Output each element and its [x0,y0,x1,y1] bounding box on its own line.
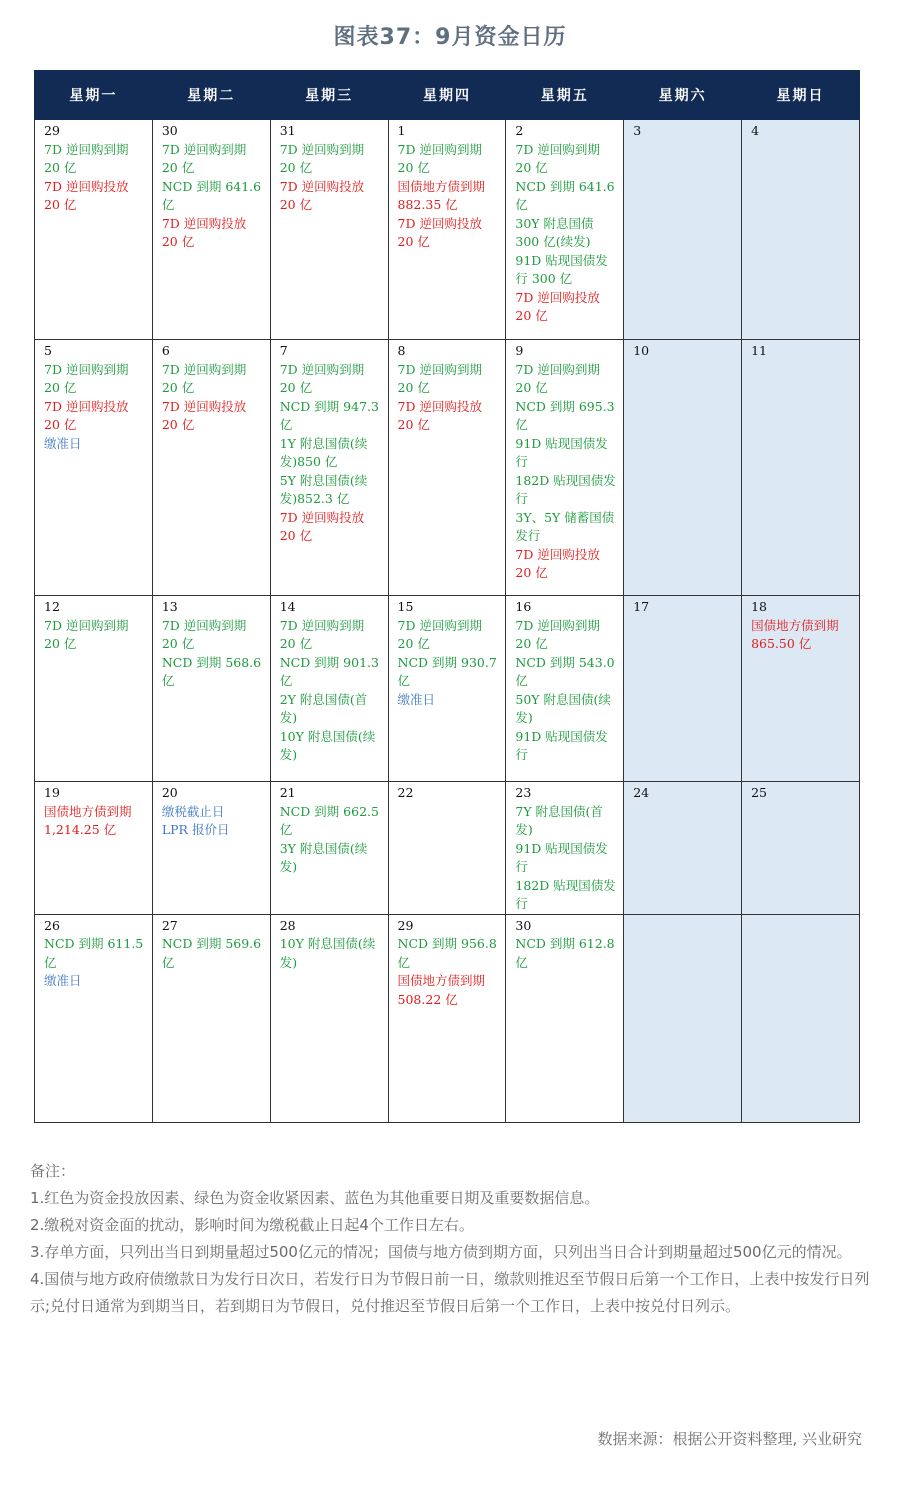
calendar-event: NCD 到期 695.3 亿 [515,398,615,432]
day-number: 25 [751,785,767,800]
calendar-event: 7D 逆回购投放 20 亿 [161,398,247,432]
calendar-week-row [35,120,860,340]
notes-section [30,1158,880,1320]
calendar-day-cell [270,782,388,915]
calendar-event: 国债地方债到期 1,214.25 亿 [44,803,132,837]
calendar-event: 7D 逆回购投放 20 亿 [44,178,129,212]
calendar-day-cell [624,914,742,1122]
calendar-event: NCD 到期 568.6 亿 [161,654,262,688]
calendar-week-row [35,914,860,1122]
day-number: 16 [515,599,532,614]
day-number: 1 [397,123,406,138]
calendar-event: 91D 贴现国债发行 [515,435,608,469]
calendar-event: 10Y 附息国债(续发) [279,728,376,762]
calendar-event: 缴准日 [44,435,82,451]
calendar-day-cell [270,914,388,1122]
calendar-event: LPR 报价日 [161,822,230,837]
calendar-event: 182D 贴现国债发行 [515,877,616,911]
day-number: 21 [279,785,296,800]
calendar-event: NCD 到期 641.6 亿 [515,178,615,212]
day-number: 3 [633,123,642,138]
day-number: 9 [515,343,524,358]
weekday-header: 星期五 [506,71,624,120]
calendar-day-cell [152,120,270,340]
calendar-event: 91D 贴现国债发行 [515,728,608,762]
calendar-event: 7D 逆回购投放 20 亿 [279,509,365,543]
calendar-event: 30Y 附息国债 300 亿(续发) [515,215,594,249]
calendar-event: NCD 到期 956.8 亿 [397,936,497,970]
calendar-day-cell [624,120,742,340]
day-number: 30 [515,917,532,933]
calendar-day-cell [270,340,388,596]
calendar-event: 7D 逆回购投放 20 亿 [161,215,247,249]
day-number: 22 [397,785,414,800]
calendar-day-cell [624,782,742,915]
calendar-day-cell [506,120,624,340]
calendar-event: 7D 逆回购到期 20 亿 [161,617,247,651]
calendar-event: 3Y、5Y 储蓄国债发行 [515,509,615,543]
day-number: 29 [397,917,414,933]
weekday-header-row [35,71,860,120]
calendar-week-row [35,596,860,782]
day-number: 31 [279,123,296,138]
calendar-day-cell [270,120,388,340]
day-number: 10 [633,343,650,358]
calendar-event: 7D 逆回购投放 20 亿 [44,398,129,432]
calendar-event: 缴准日 [44,973,82,988]
weekday-header: 星期三 [270,71,388,120]
data-source: 数据来源：根据公开资料整理, 兴业研究 [597,1430,862,1448]
day-number: 7 [279,343,288,358]
calendar-week-row [35,340,860,596]
calendar-event: 国债地方债到期 865.50 亿 [751,617,839,651]
day-number: 4 [751,123,760,138]
day-number: 28 [279,917,296,933]
weekday-header: 星期六 [624,71,742,120]
calendar-day-cell [388,914,506,1122]
calendar-event: 缴准日 [397,691,436,707]
calendar-event: 7D 逆回购到期 20 亿 [397,141,482,175]
calendar-event: 1Y 附息国债(续发)850 亿 [279,435,368,469]
calendar-day-cell [624,340,742,596]
calendar-event: 7D 逆回购投放 20 亿 [515,546,600,580]
day-number: 23 [515,785,532,800]
calendar-event: 91D 贴现国债发行 [515,840,608,874]
day-number: 12 [44,599,60,614]
calendar-event: 国债地方债到期 882.35 亿 [397,178,486,212]
day-number: 13 [161,599,178,614]
calendar-event: NCD 到期 641.6 亿 [161,178,262,212]
day-number: 24 [633,785,650,800]
calendar-day-cell [35,596,153,782]
calendar-day-cell [388,120,506,340]
calendar-day-cell [742,596,860,782]
calendar-day-cell [270,596,388,782]
calendar-event: 3Y 附息国债(续发) [279,840,368,874]
calendar-event: 7D 逆回购到期 20 亿 [397,361,482,395]
note-item-1: 1.红色为资金投放因素、绿色为资金收紧因素、蓝色为其他重要日期及重要数据信息。 [30,1189,600,1207]
calendar-day-cell [388,596,506,782]
calendar-week-row [35,782,860,915]
calendar-event: 7D 逆回购到期 20 亿 [44,361,129,395]
calendar-event: 7D 逆回购到期 20 亿 [279,141,365,175]
calendar-event: NCD 到期 569.6 亿 [161,936,262,970]
calendar-day-cell [742,120,860,340]
calendar-event: 国债地方债到期 508.22 亿 [397,973,486,1007]
calendar-day-cell [35,782,153,915]
day-number: 6 [161,343,170,358]
weekday-header: 星期日 [742,71,860,120]
calendar-event: 7D 逆回购到期 20 亿 [397,617,482,651]
calendar-day-cell [506,914,624,1122]
calendar-event: NCD 到期 543.0 亿 [515,654,615,688]
calendar-event: NCD 到期 662.5 亿 [279,803,379,837]
calendar-day-cell [35,340,153,596]
calendar-event: 91D 贴现国债发行 300 亿 [515,252,608,286]
calendar-event: 10Y 附息国债(续发) [279,936,376,970]
calendar-body [35,120,860,1123]
calendar-event: 7D 逆回购到期 20 亿 [161,361,247,395]
calendar-day-cell [35,120,153,340]
calendar-event: 50Y 附息国债(续发) [515,691,611,725]
calendar-event: 5Y 附息国债(续发)852.3 亿 [279,472,368,506]
day-number: 26 [44,917,60,933]
day-number: 18 [751,599,767,614]
notes-heading: 备注： [30,1162,76,1180]
calendar-day-cell [506,782,624,915]
calendar-event: 7D 逆回购到期 20 亿 [515,141,600,175]
calendar-event: 7D 逆回购到期 20 亿 [44,617,129,651]
calendar-event: 7Y 附息国债(首发) [515,803,603,837]
calendar-event: 182D 贴现国债发行 [515,472,616,506]
day-number: 29 [44,123,60,138]
note-item-3: 3.存单方面，只列出当日到期量超过500亿元的情况；国债与地方债到期方面，只列出当日合计到期量超过500亿元的情况。 [30,1243,852,1261]
calendar-event: 7D 逆回购到期 20 亿 [161,141,247,175]
day-number: 11 [751,343,767,358]
calendar-event: 7D 逆回购投放 20 亿 [279,178,365,212]
calendar-day-cell [152,782,270,915]
calendar-event: 7D 逆回购到期 20 亿 [279,617,365,651]
calendar-day-cell [506,596,624,782]
calendar-event: NCD 到期 612.8 亿 [515,936,615,970]
note-item-2: 2.缴税对资金面的扰动，影响时间为缴税截止日起4个工作日左右。 [30,1216,474,1234]
calendar-event: 7D 逆回购到期 20 亿 [515,361,600,395]
calendar-day-cell [742,914,860,1122]
day-number: 27 [161,917,178,933]
day-number: 30 [161,123,178,138]
calendar-event: 7D 逆回购到期 20 亿 [279,361,365,395]
note-item-4: 4.国债与地方政府债缴款日为发行日次日，若发行日为节假日前一日，缴款则推迟至节假日后第一个工作日，上表中按发行日列示;兑付日通常为到期当日，若到期日为节假日，兑付推迟至节假日后第一个工作日，上表中按兑付日列示。 [30,1270,870,1315]
calendar-day-cell [35,914,153,1122]
calendar-event: 7D 逆回购到期 20 亿 [44,141,129,175]
calendar-day-cell [152,340,270,596]
calendar-day-cell [388,340,506,596]
calendar-day-cell [742,782,860,915]
day-number: 20 [161,785,178,800]
calendar-event: NCD 到期 901.3 亿 [279,654,379,688]
calendar-day-cell [152,914,270,1122]
page-title: 图表37：9月资金日历 [333,25,567,50]
calendar-event: 2Y 附息国债(首发) [279,691,368,725]
calendar-event: NCD 到期 930.7 亿 [397,654,497,688]
calendar-event: 缴税截止日 [161,803,225,819]
day-number: 17 [633,599,650,614]
day-number: 14 [279,599,296,614]
calendar-event: 7D 逆回购投放 20 亿 [515,289,600,323]
funding-calendar [34,70,860,1123]
day-number: 2 [515,123,524,138]
day-number: 19 [44,785,60,800]
calendar-event: 7D 逆回购投放 20 亿 [397,215,482,249]
weekday-header: 星期二 [152,71,270,120]
day-number: 5 [44,343,52,358]
calendar-event: NCD 到期 611.5 亿 [44,936,144,970]
calendar-day-cell [742,340,860,596]
calendar-day-cell [152,596,270,782]
calendar-day-cell [624,596,742,782]
calendar-day-cell [506,340,624,596]
day-number: 15 [397,599,414,614]
calendar-event: 7D 逆回购投放 20 亿 [397,398,482,432]
day-number: 8 [397,343,406,358]
calendar-day-cell [388,782,506,915]
calendar-event: 7D 逆回购到期 20 亿 [515,617,600,651]
weekday-header: 星期四 [388,71,506,120]
weekday-header: 星期一 [35,71,153,120]
calendar-event: NCD 到期 947.3 亿 [279,398,379,432]
